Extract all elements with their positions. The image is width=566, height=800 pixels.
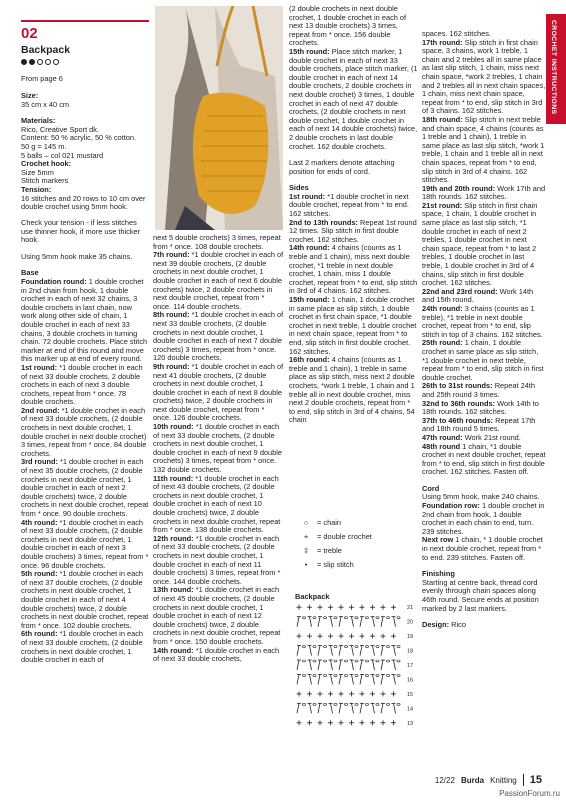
chart-stitch <box>297 703 306 713</box>
round-text: next 5 double crochets) 3 times, repeat from * once. 108 double crochets. <box>153 233 281 251</box>
legend-item: • = slip stitch <box>304 560 354 569</box>
page-number: 15 <box>523 774 542 786</box>
round-text: 22nd and 23rd round: Work 14th and 15th round. <box>422 286 534 305</box>
section-title-base: Base <box>21 268 39 278</box>
chart-stitch <box>391 605 396 610</box>
round-text: 11th round: *1 double crochet in each of next 43 double crochets, (2 double crochets in next double crochet, 1 double crochet in each of next 10 double crochets) twice, 2 double crochets in next double crochet, repeat from * once. 138 double crochets. <box>153 473 281 535</box>
chart-stitch <box>349 720 354 725</box>
chart-stitch <box>391 634 396 639</box>
chart-stitch <box>381 605 386 610</box>
chart-stitch <box>308 617 317 627</box>
tension-check: Check your tension - if less stitches use thinner hook, if more use thicker hook. <box>21 218 141 245</box>
from-page: From page 6 <box>21 74 63 83</box>
chart-stitch <box>339 634 344 639</box>
chart-stitch <box>308 674 317 684</box>
round-text: 3rd round: *1 double crochet in each of next 35 double crochets, (2 double crochets in next double crochet, 1 double crochet in each of next 2 double crochets) twice, 2 double crochets in next double crochet, repeat from * once. 90 double crochets. <box>21 457 149 518</box>
round-text: 47th round: Work 21st round. <box>422 432 521 442</box>
base-instructions-column <box>21 219 149 665</box>
chart-stitch <box>297 674 306 684</box>
rating-dot-filled <box>21 59 27 65</box>
chart-stitch <box>360 605 365 610</box>
rating-dot-empty <box>45 59 51 65</box>
chart-stitch <box>371 646 380 656</box>
chart-stitch <box>392 646 401 656</box>
page-footer <box>435 774 542 786</box>
chart-stitch <box>349 605 354 610</box>
rating-dot-filled <box>29 59 35 65</box>
chart-stitch <box>307 720 312 725</box>
cord-text: Foundation row: 1 double crochet in 2nd chain from hook, 1 double crochet in each chain to end, turn. 239 stitches. <box>422 501 545 536</box>
chart-stitch <box>360 720 365 725</box>
round-text: 13th round: *1 double crochet in each of next 45 double crochets, (2 double crochets in next double crochet, 1 double crochet in each of next 12 double crochets) twice, 2 double crochets in next double crochet, repeat from * once. 150 double crochets. <box>153 585 281 646</box>
start-text: Using 5mm hook make 35 chains. <box>21 251 133 261</box>
backpack-illustration <box>155 6 283 230</box>
chart-stitch <box>381 634 386 639</box>
chart-stitch <box>328 720 333 725</box>
chart-stitch <box>318 691 323 696</box>
chart-stitch <box>307 691 312 696</box>
chart-stitch <box>360 674 369 684</box>
rounds-column-3 <box>289 5 418 425</box>
chart-stitch <box>297 605 302 610</box>
chart-stitch <box>391 720 396 725</box>
round-text: 19th and 20th round: Work 17th and 18th rounds. 162 stitches. <box>422 183 546 202</box>
chart-row-number: 13 <box>407 720 414 727</box>
chart-stitch <box>371 660 380 670</box>
chart-stitch <box>318 646 327 656</box>
chart-stitch <box>350 646 359 656</box>
chart-stitch <box>360 617 369 627</box>
chart-stitch <box>339 617 348 627</box>
round-text: 24th round: 3 chains (counts as 1 treble), *1 treble in next double crochet, repeat from * to end, slip stitch in top of 3 chains. 162 stitches. <box>422 304 543 339</box>
round-text: 7th round: *1 double crochet in each of next 39 double crochets, (2 double crochets in next double crochet, 1 double crochet in each of next 6 double crochets) twice, 2 double crochets in next double crochet, repeat from * once. 114 double crochets. <box>153 250 284 311</box>
chart-stitch <box>329 646 338 656</box>
round-text: 16th round: 4 chains (counts as 1 treble and 1 chain), 1 treble in same place as slip stitch, miss next 2 double crochets, *work 1 treble, 1 chain and 1 treble all in next double crochet, miss next 2 double crochets, repeat from * to end, slip stitch in 3rd of 4 chains, 54 chain <box>289 355 415 425</box>
pattern-name: Backpack <box>21 44 71 56</box>
materials-column <box>21 92 149 212</box>
chart-stitch <box>350 660 359 670</box>
chart-row-number: 19 <box>407 634 414 641</box>
chart-stitch <box>297 646 306 656</box>
round-text: 37th to 46th rounds: Repeat 17th and 18th round 5 times. <box>422 415 536 434</box>
chart-row-number: 20 <box>407 619 414 626</box>
chart-stitch <box>308 660 317 670</box>
round-text: 26th to 31st rounds: Repeat 24th and 25th round 3 times. <box>422 381 535 399</box>
round-text: 25th round: 1 chain, 1 double crochet in same place as slip stitch, *1 double crochet in next treble, repeat from * to end, slip stitch in first double crochet. <box>422 338 544 382</box>
chart-stitch <box>349 634 354 639</box>
chart-stitch <box>297 720 302 725</box>
chart-stitch <box>392 674 401 684</box>
round-text: 15th round: 1 chain, 1 double crochet in same place as slip stitch, 1 double crochet in first chain space, *1 double crochet in next treble, 1 double crochet in next chain space, repeat from * to end, slip stitch in first double crochet. 162 stitches. <box>289 295 417 356</box>
chart-stitch <box>308 646 317 656</box>
size-value: 35 cm x 40 cm <box>21 99 70 109</box>
round-text: 2nd round: *1 double crochet in each of next 33 double crochets, (2 double crochets in next double crochet, 1 double crochet in next double crochet) 3 times, repeat from * once. 84 double crochets. <box>21 405 147 458</box>
foundation-round: Foundation round: 1 double crochet in 2nd chain from hook, 1 double crochet in each of next 32 chains, 3 double crochets in last chain, now work along other side of chain, 1 double crochet in each of next 33 chains, 3 double crochets in turning chain. 72 double crochets. Place stitch marker at end of this round and move this marker up at end of every round. <box>21 276 148 364</box>
chart-stitch <box>349 691 354 696</box>
round-text: 2nd to 13th rounds: Repeat 1st round 12 times. Slip stitch in first double crochet. 162 stitches. <box>289 217 417 244</box>
round-text: (2 double crochets in next double crochet, 1 double crochet in each of next 13 double crochets) 3 times, repeat from * once. 156 double crochets. <box>289 4 407 48</box>
round-text: 21st round: Slip stitch in first chain space, 1 chain, 1 double crochet in same place as last slip stitch, *1 double crochet in each of next 2 trebles, 1 double crochet in next chain space, repeat from * to last 2 trebles, 1 double crochet in last treble, 1 double crochet in 3rd of 4 chains, slip stitch in first double crochet. 162 stitches. <box>422 200 538 288</box>
section-tab <box>546 14 566 124</box>
chart-stitch <box>318 634 323 639</box>
round-text: 4th round: *1 double crochet in each of next 33 double crochets, (2 double crochets in next double crochet, 1 double crochet in each of next 3 double crochets) 3 times, repeat from * once. 96 double crochets. <box>21 517 149 570</box>
material-line: 5 balls – col 021 mustard <box>21 150 104 160</box>
section-tab-label: CROCHET INSTRUCTIONS <box>550 20 557 115</box>
chart-stitch <box>371 617 380 627</box>
round-text: 5th round: *1 double crochet in each of next 37 double crochets, (2 double crochets in next double crochet, 1 double crochet in each of next 4 double crochets) twice, 2 double crochets in next double crochet, repeat from * once. 102 double crochets. <box>21 569 149 630</box>
round-text: spaces. 162 stitches. <box>422 29 492 38</box>
chart-stitch <box>329 660 338 670</box>
chart-stitch <box>350 674 359 684</box>
tension-label: Tension: <box>21 184 52 194</box>
symbol-legend <box>301 516 372 572</box>
chart-stitch <box>392 703 401 713</box>
round-text: 8th round: *1 double crochet in each of next 33 double crochets, (2 double crochets in next double crochet, 1 double crochet in each of next 7 double crochets) 3 times, repeat from * once. 120 double crochets. <box>153 310 284 363</box>
legend-item: + = double crochet <box>303 532 372 541</box>
chart-title: Backpack <box>295 592 330 601</box>
markers-note: Last 2 markers denote attaching position for ends of cord. <box>289 158 395 176</box>
chart-stitch <box>350 703 359 713</box>
chart-row-number: 14 <box>407 706 414 713</box>
round-text: 48th round 1 chain, *1 double crochet in next double crochet, repeat from * to end, slip stitch in first double crochet. 162 stitches. Fasten off. <box>422 441 546 477</box>
chart-stitch <box>381 691 386 696</box>
round-text: 14th round: *1 double crochet in each of next 33 double crochets, <box>153 645 280 664</box>
chart-stitch <box>339 660 348 670</box>
chart-stitch <box>318 674 327 684</box>
hook-label: Crochet hook: <box>21 159 72 169</box>
chart-stitch <box>360 634 365 639</box>
section-title-finishing: Finishing <box>422 569 455 579</box>
chart-stitch <box>381 674 390 684</box>
round-text: 9th round: *1 double crochet in each of next 41 double crochets, (2 double crochets in next double crochet, 1 double crochet in each of next 8 double crochets) twice, 2 double crochets in next double crochet, repeat from * once. 126 double crochets. <box>153 361 284 423</box>
chart-stitch <box>360 703 369 713</box>
section-title-sides: Sides <box>289 183 309 193</box>
legend-item: ○ = chain <box>303 518 342 527</box>
chart-stitch <box>328 691 333 696</box>
material-line: Rico, Creative Sport dk. <box>21 124 100 134</box>
chart-stitch <box>318 703 327 713</box>
chart-stitch <box>350 617 359 627</box>
tension-value: 16 stitches and 20 rows to 10 cm over double crochet using 5mm hook. <box>21 193 146 212</box>
chart-stitch <box>339 720 344 725</box>
size-label: Size: <box>21 91 39 100</box>
design-credit: Design: Rico <box>422 620 466 630</box>
rounds-column-2 <box>153 234 284 664</box>
round-text: 1st round: *1 double crochet in each of next 33 double crochets, 2 double crochets in each of next 3 double crochets, repeat from * once. 78 double crochets. <box>21 362 143 407</box>
chart-stitch <box>360 646 369 656</box>
chart-row-number: 17 <box>407 663 414 669</box>
chart-stitch <box>392 617 401 627</box>
chart-stitch <box>339 703 348 713</box>
chart-stitch <box>381 703 390 713</box>
chart-stitch <box>339 646 348 656</box>
markers-value: Stitch markers <box>21 176 69 186</box>
chart-stitch <box>328 605 333 610</box>
chart-stitch <box>328 634 333 639</box>
chart-stitch <box>297 660 306 670</box>
title-rule <box>21 20 149 22</box>
cord-text: Using 5mm hook, make 240 chains. <box>422 492 540 502</box>
chart-stitch <box>329 617 338 627</box>
chart-stitch <box>329 703 338 713</box>
chart-stitch <box>392 660 401 670</box>
cord-text: Next row 1 chain, * 1 double crochet in next double crochet, repeat from * to end. 239 stitches. Fasten off. <box>422 535 543 562</box>
chart-stitch <box>381 660 390 670</box>
hook-value: Size 5mm <box>21 167 54 177</box>
chart-stitch <box>360 691 365 696</box>
round-text: 12th round: *1 double crochet in each of next 33 double crochets, (2 double crochets in next double crochet, 1 double crochet in each of next 11 double crochets) 3 times, repeat from * once. 144 double crochets. <box>153 533 281 586</box>
pattern-number: 02 <box>21 25 38 42</box>
material-line: Content: 50 % acrylic, 50 % cotton. <box>21 133 137 143</box>
round-text: 32nd to 36th rounds: Work 14th to 18th rounds. 162 stitches. <box>422 398 539 417</box>
crochet-chart <box>293 600 418 730</box>
chart-stitch <box>307 634 312 639</box>
round-text: 14th round: 4 chains (counts as 1 treble and 1 chain), miss next double crochet, *1 treble in next double crochet, 1 chain, miss 1 double crochet, repeat from * to end, slip stitch in 3rd of 4 chains. 162 stitches. <box>289 243 418 296</box>
material-line: 50 g = 145 m. <box>21 141 67 151</box>
chart-stitch <box>329 674 338 684</box>
section-title-cord: Cord <box>422 483 440 493</box>
chart-stitch <box>360 660 369 670</box>
chart-stitch <box>339 605 344 610</box>
footer-brand: Burda <box>460 775 485 785</box>
chart-stitch <box>381 617 390 627</box>
chart-stitch <box>339 691 344 696</box>
chart-row-number: 18 <box>407 648 414 655</box>
difficulty-rating <box>21 59 59 65</box>
chart-stitch <box>308 703 317 713</box>
chart-stitch <box>297 634 302 639</box>
chart-stitch <box>307 605 312 610</box>
backpack-photo <box>155 6 283 230</box>
chart-stitch <box>339 674 348 684</box>
round-text: 10th round: *1 double crochet in each of next 33 double crochets, (2 double crochets in next double crochet, 1 double crochet in each of next 9 double crochets) 3 times, repeat from * once. 132 double crochets. <box>153 422 283 475</box>
rounds-column-4 <box>422 30 546 630</box>
chart-stitch <box>297 617 306 627</box>
chart-row-number: 16 <box>407 677 414 684</box>
rating-dot-empty <box>53 59 59 65</box>
chart-stitch <box>318 617 327 627</box>
chart-stitch <box>318 605 323 610</box>
chart-stitch <box>370 605 375 610</box>
round-text: 6th round: *1 double crochet in each of next 33 double crochets, (2 double crochets in next double crochet, 1 double crochet in each of <box>21 629 144 665</box>
footer-brand-2: Knitting <box>490 775 517 785</box>
chart-row-number: 21 <box>407 605 414 612</box>
chart-stitch <box>391 691 396 696</box>
round-text: 1st round: *1 double crochet in next double crochet, repeat from * to end. 162 stitches. <box>289 191 409 219</box>
rating-dot-empty <box>37 59 43 65</box>
round-text: 18th round: Slip stitch in next treble and chain space, 4 chains (counts as 1 treble and 1 chain), 1 treble in same place as last slip stitch, *work 1 treble, 1 chain and 1 treble all in next chain spaces, repeat from * to end, slip stitch in 3rd of 4 chains. 162 stitches. <box>422 114 545 185</box>
footer-issue: 12/22 <box>434 775 455 785</box>
finishing-text: Starting at centre back, thread cord evenly through chain spaces along 46th round. Secure ends at position marked by 2 last markers. <box>422 577 539 613</box>
round-text: 17th round: Slip stitch in first chain space, 3 chains, work 1 treble, 1 chain and 2 trebles all in same place as last slip stitch, 1 chain, miss next chain space, *work 2 trebles, 1 chain and 2 trebles all in next chain spaces, 1 chain, miss next chain space, repeat from * to end, slip stitch in 3rd of 3 chains. 162 stitches. <box>422 37 546 116</box>
chart-row-number: 15 <box>407 691 414 698</box>
chart-stitch <box>371 674 380 684</box>
chart-stitch <box>370 720 375 725</box>
chart-stitch <box>370 691 375 696</box>
chart-stitch <box>318 720 323 725</box>
chart-stitch <box>318 660 327 670</box>
chart-stitch <box>370 634 375 639</box>
legend-item: ‡ = treble <box>303 546 342 555</box>
materials-label: Materials: <box>21 116 56 126</box>
chart-stitch <box>381 646 390 656</box>
chart-stitch <box>381 720 386 725</box>
chart-stitch <box>371 703 380 713</box>
chart-stitch <box>297 691 302 696</box>
watermark: PassionForum.ru <box>499 789 560 798</box>
round-text: 15th round: Place stitch marker, 1 double crochet in each of next 33 double crochets, place stitch marker, (1 double crochet in each of next 14 double crochets, 2 double crochets in next double crochet) 3 times, 1 double crochet in each of next 47 double crochets, (2 double crochets in next double crochet, 1 double crochet in each of next 14 double crochets) twice, 2 double crochets in last double crochet. 162 double crochets. <box>289 46 418 151</box>
